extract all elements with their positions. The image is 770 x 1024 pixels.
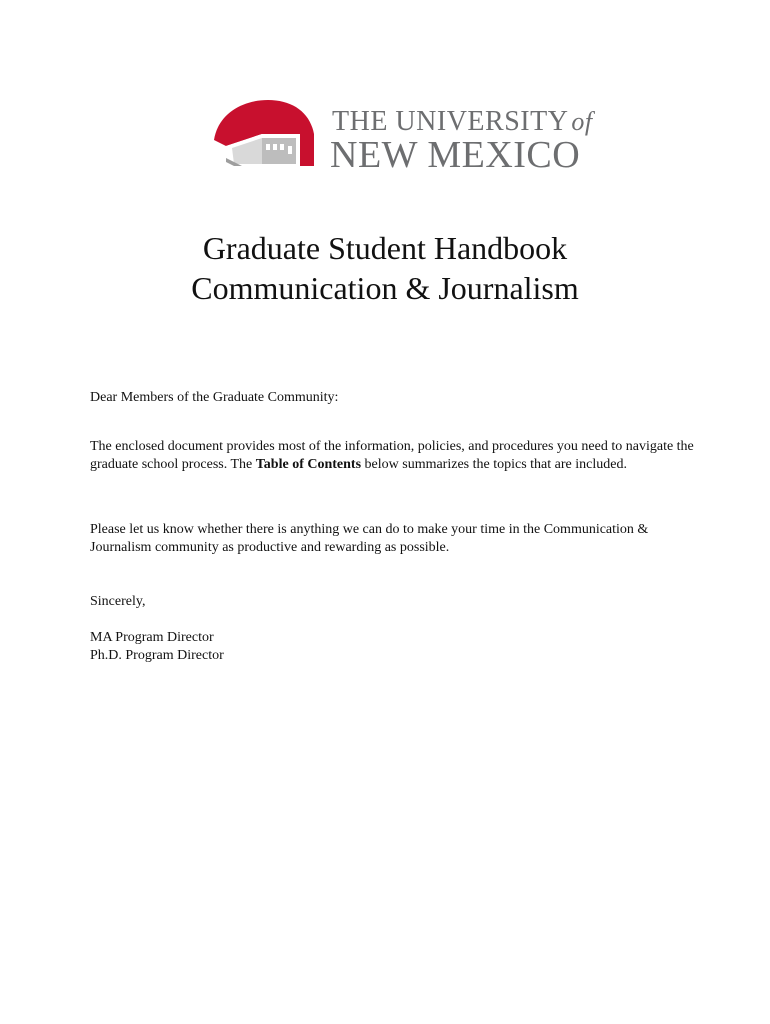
table-of-contents-reference: Table of Contents <box>255 457 362 472</box>
unm-logo-mark-icon <box>212 100 322 172</box>
intro-paragraph: The enclosed document provides most of the information, policies, and procedures you need to navigate the graduate school process. The Table of Contents below summarizes the topics that are included. <box>90 439 694 472</box>
logo-university-text: THE UNIVERSITY of <box>332 106 593 137</box>
logo-new-mexico-text: NEW MEXICO <box>330 134 581 176</box>
signature-ma-director: MA Program Director <box>90 630 214 645</box>
request-paragraph: Please let us know whether there is anything we can do to make your time in the Communication & Journalism community as productive and rewarding as possible. <box>90 522 649 555</box>
salutation: Dear Members of the Graduate Community: <box>90 390 339 405</box>
signature-phd-director: Ph.D. Program Director <box>90 648 224 663</box>
closing: Sincerely, <box>90 594 146 609</box>
title-line-2: Communication & Journalism <box>191 270 579 306</box>
title-line-1: Graduate Student Handbook <box>202 230 568 266</box>
document-title <box>0 228 770 308</box>
unm-logo <box>212 100 593 176</box>
logo-of-text: of <box>571 107 593 136</box>
